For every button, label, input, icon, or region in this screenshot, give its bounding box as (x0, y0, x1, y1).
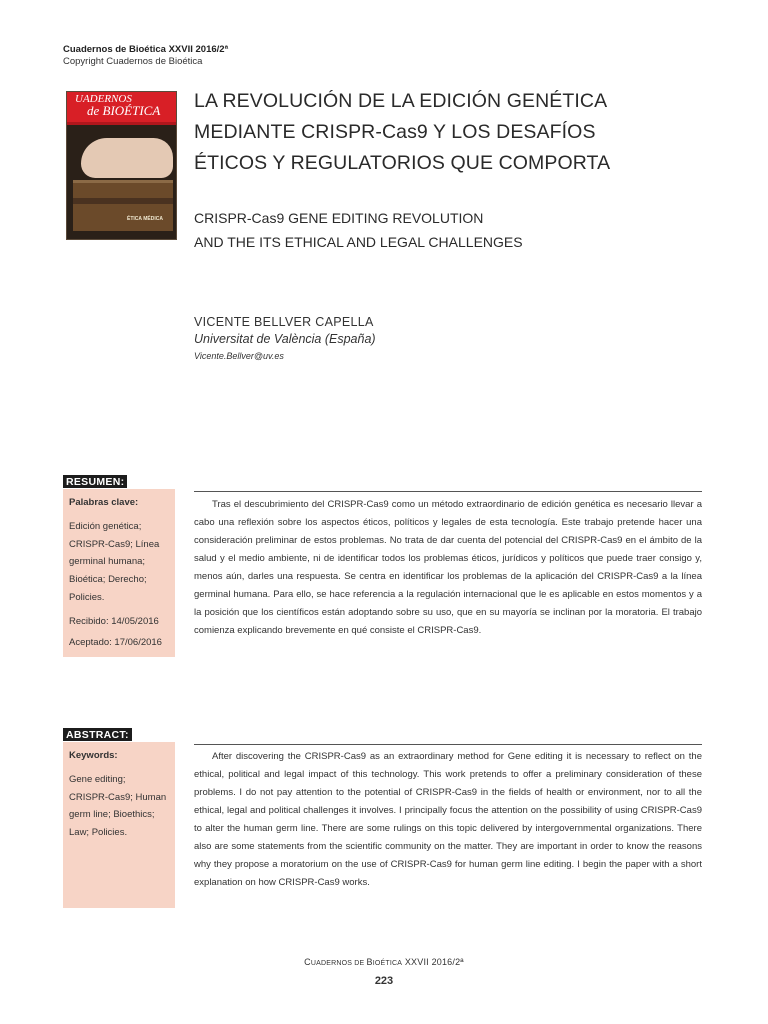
footer-j1: C (304, 957, 311, 967)
keyword-line: CRISPR-Cas9; Human (69, 791, 167, 803)
author-affiliation: Universitat de València (España) (194, 332, 376, 346)
subtitle-line: CRISPR-Cas9 GENE EDITING REVOLUTION (194, 210, 484, 226)
footer-j4: IOÉTICA (372, 960, 403, 967)
cover-logo-line2: de BIOÉTICA (87, 103, 161, 118)
title-line: LA REVOLUCIÓN DE LA EDICIÓN GENÉTICA (194, 90, 608, 112)
page-number: 223 (374, 975, 394, 987)
abstract-rule (194, 744, 702, 745)
cover-book-band (73, 198, 173, 204)
article-subtitle (194, 206, 694, 254)
cover-strip (67, 122, 176, 125)
journal-cover-image (66, 91, 177, 240)
keyword-line: germinal humana; (69, 556, 146, 568)
received-date: Recibido: 14/05/2016 (69, 615, 159, 627)
resumen-keywords-box (63, 489, 175, 657)
author-email[interactable]: Vicente.Bellver@uv.es (194, 351, 284, 361)
title-line: ÉTICOS Y REGULATORIOS QUE COMPORTA (194, 152, 611, 174)
footer-j3: B (366, 957, 373, 967)
keyword-line: Law; Policies. (69, 827, 128, 839)
keyword-line: germ line; Bioethics; (69, 809, 155, 821)
keyword-line: Edición genética; (69, 520, 142, 532)
copyright-line: Copyright Cuadernos de Bioética (63, 56, 203, 67)
abstract-text-block (194, 748, 702, 892)
resumen-text: Tras el descubrimiento del CRISPR-Cas9 como un método extraordinario de edición genética es necesario llevar a cabo una reflexión sobre los aspectos éticos, políticos y legales de esta tecnología. Este trabajo pretende hacer una consideración preliminar de estos problemas. No trata de dar cuenta del potencial del CRISPR-Cas9 en el ámbito de la salud y el medio ambiente, ni de identificar todos los problemas éticos, jurídicos y políticos que puede traer consigo y, menos aún, darles una respuesta. Se centra en identificar los problemas de la aplicación del CRISPR-Cas9 a la línea germinal humana. Para ello, se hace referencia a la regulación internacional que le es aplicable en estos momentos y a la posición que los científicos están adoptando sobre su uso, que en su mayoría se inclinan por la moratoria. El trabajo comienza explicando brevemente en qué consiste el CRISPR-Cas9. (194, 499, 702, 636)
footer-j2: UADERNOS DE (310, 960, 367, 967)
cover-hand-shape (81, 138, 173, 178)
cover-label: ÉTICA MÉDICA (127, 216, 163, 222)
cover-book-shape (73, 180, 173, 231)
resumen-text-block (194, 496, 702, 640)
abstract-text: After discovering the CRISPR-Cas9 as an extraordinary method for Gene editing it is necessary to reflect on the ethical, political and legal impact of this technology. This work pretends to offer a preliminary consideration of these problems. I do not pay attention to the potential of CRISPR-Cas9 in the fields of health or environment, nor to all the ethical, legal and political challenges it involves. I principally focus the attention on the possibility of using CRISPR-Cas9 to alter the human germ line. There are some rulings on this topic delivered by intergovernmental organizations. There also are some statements from the scientific community on the matter. They are important in order to know the reasons why they propose a moratorium on the use of CRISPR-Cas9 for human germ line editing. I begin the paper with a short explanation on how CRISPR-Cas9 works. (194, 751, 702, 888)
journal-header: Cuadernos de Bioética XXVII 2016/2ª (63, 44, 229, 55)
resumen-label: RESUMEN: (63, 475, 127, 488)
author-name: VICENTE BELLVER CAPELLA (194, 315, 374, 329)
abstract-keywords-box (63, 742, 175, 908)
title-line: MEDIANTE CRISPR-Cas9 Y LOS DESAFÍOS (194, 121, 596, 143)
article-title (194, 86, 714, 179)
accepted-date: Aceptado: 17/06/2016 (69, 636, 162, 648)
cover-logo (75, 94, 160, 116)
keywords-title: Palabras clave: (69, 497, 139, 508)
footer-j5: XXVII 2016/2ª (402, 957, 464, 967)
subtitle-line: AND THE ITS ETHICAL AND LEGAL CHALLENGES (194, 234, 523, 250)
keyword-line: CRISPR-Cas9; Línea (69, 538, 160, 550)
keyword-line: Policies. (69, 591, 105, 603)
keyword-line: Gene editing; (69, 773, 126, 785)
cover-logo-line1: UADERNOS (75, 93, 132, 105)
footer-journal (0, 957, 768, 967)
keywords-title: Keywords: (69, 750, 118, 761)
abstract-label: ABSTRACT: (63, 728, 132, 741)
keyword-line: Bioética; Derecho; (69, 574, 147, 586)
resumen-rule (194, 491, 702, 492)
